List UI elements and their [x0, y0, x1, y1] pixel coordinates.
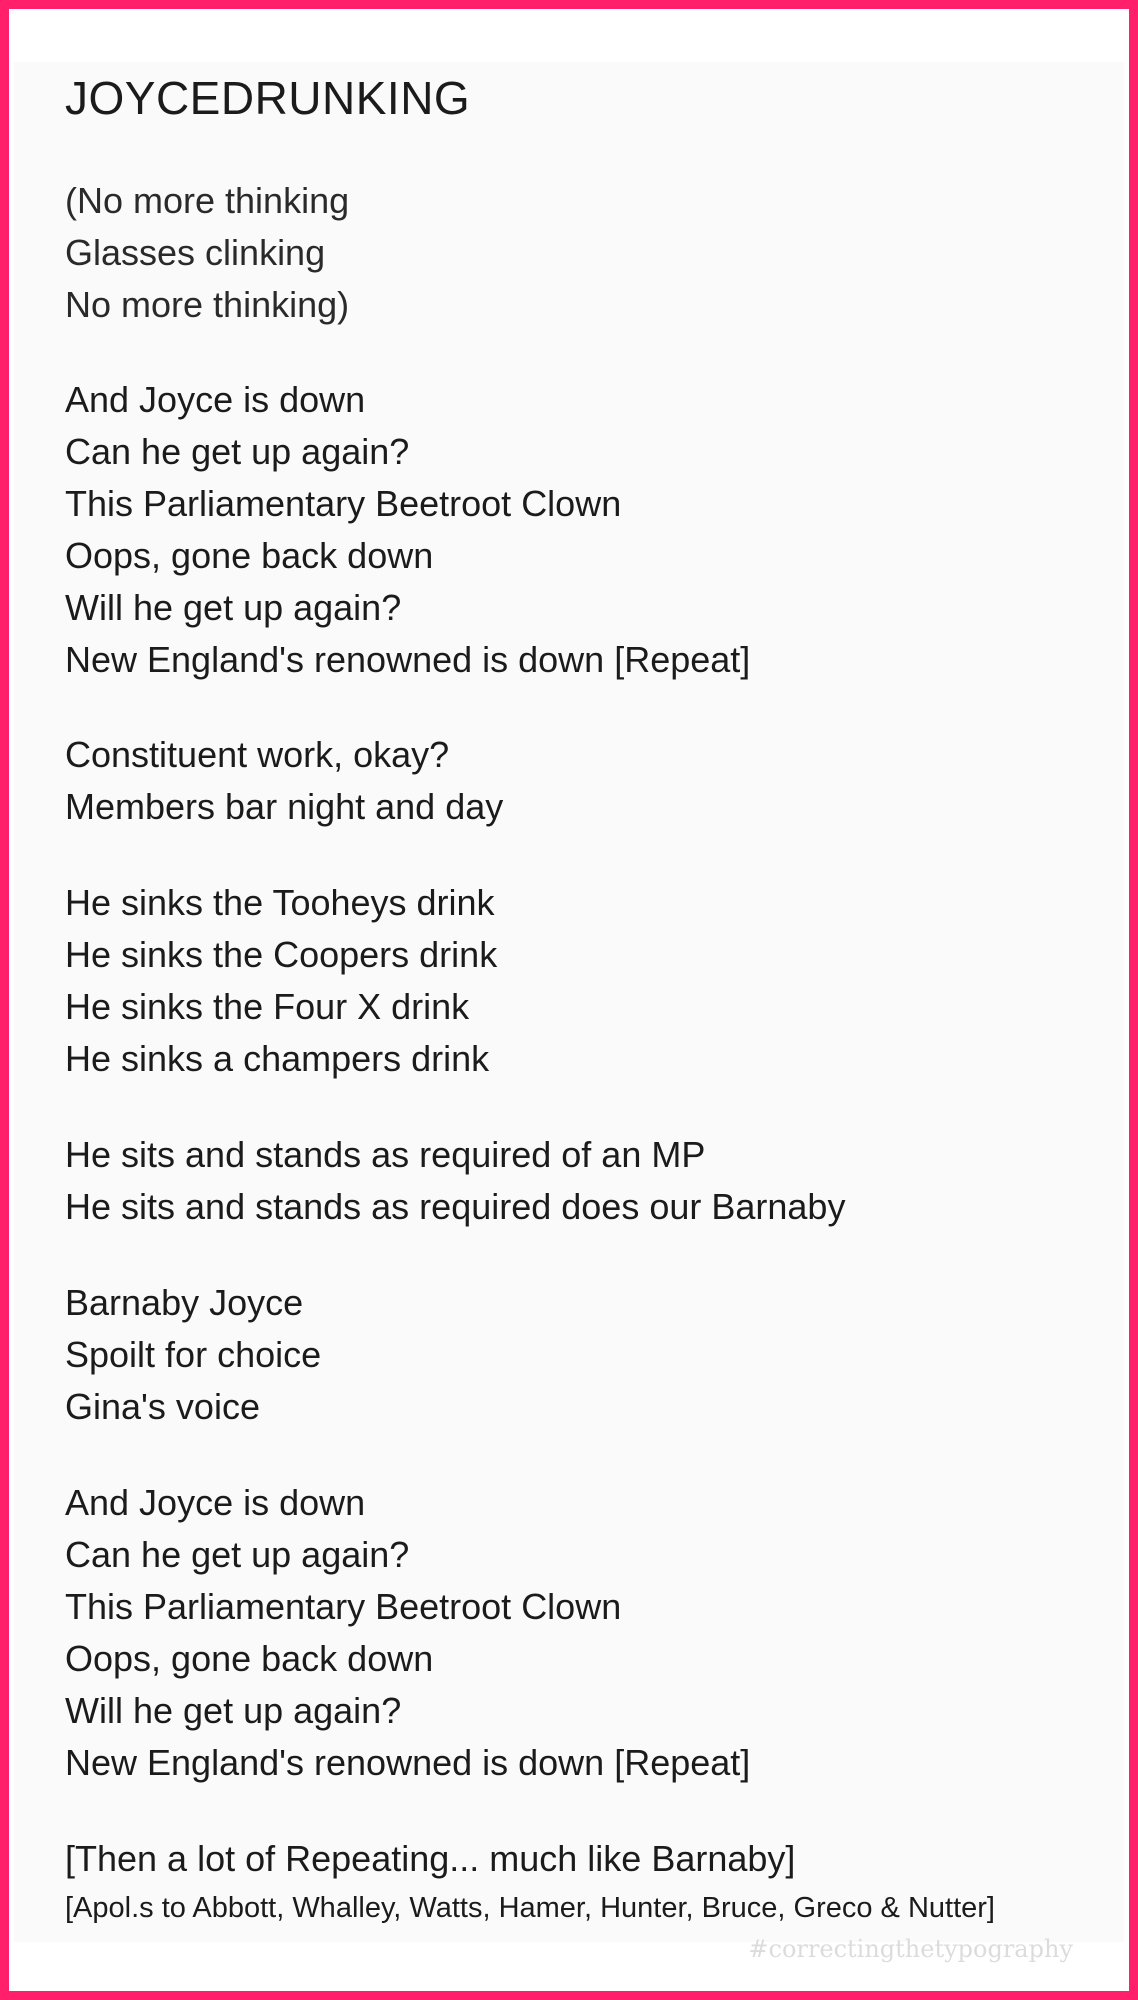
verse-line: Can he get up again?: [65, 431, 410, 472]
apology-line: [Apol.s to Abbott, Whalley, Watts, Hamer, Hunter, Bruce, Greco & Nutter]: [65, 1892, 995, 1924]
verse-line: Will he get up again?: [65, 1690, 402, 1731]
verse-line: And Joyce is down: [65, 379, 366, 420]
verse-line: He sinks the Four X drink: [65, 986, 470, 1027]
verse-line: Members bar night and day: [65, 786, 504, 827]
verse-line: Oops, gone back down: [65, 1638, 434, 1679]
hashtag-watermark: #correctingthetypography: [748, 1935, 1073, 1963]
verse-line: This Parliamentary Beetroot Clown: [65, 1586, 622, 1627]
closing-line: [Then a lot of Repeating... much like Barnaby]: [65, 1838, 796, 1879]
verse-line: He sits and stands as required of an MP: [65, 1134, 706, 1175]
verse-line: He sinks a champers drink: [65, 1038, 490, 1079]
verse-line: He sinks the Tooheys drink: [65, 882, 495, 923]
intro-line: No more thinking): [65, 284, 350, 325]
verse-line: New England's renowned is down [Repeat]: [65, 639, 751, 680]
verse-line: This Parliamentary Beetroot Clown: [65, 483, 622, 524]
verse-line: Barnaby Joyce: [65, 1282, 304, 1323]
verse-line: And Joyce is down: [65, 1482, 366, 1523]
verse-line: Gina's voice: [65, 1386, 260, 1427]
intro-line: Glasses clinking: [65, 232, 326, 273]
verse-line: Oops, gone back down: [65, 535, 434, 576]
intro-line: (No more thinking: [65, 180, 350, 221]
verse-line: Can he get up again?: [65, 1534, 410, 1575]
verse-line: Constituent work, okay?: [65, 734, 450, 775]
verse-line: Will he get up again?: [65, 587, 402, 628]
verse-line: Spoilt for choice: [65, 1334, 322, 1375]
verse-line: He sinks the Coopers drink: [65, 934, 498, 975]
verse-line: He sits and stands as required does our Barnaby: [65, 1186, 846, 1227]
poem-title: JOYCEDRUNKING: [65, 72, 471, 124]
verse-line: New England's renowned is down [Repeat]: [65, 1742, 751, 1783]
